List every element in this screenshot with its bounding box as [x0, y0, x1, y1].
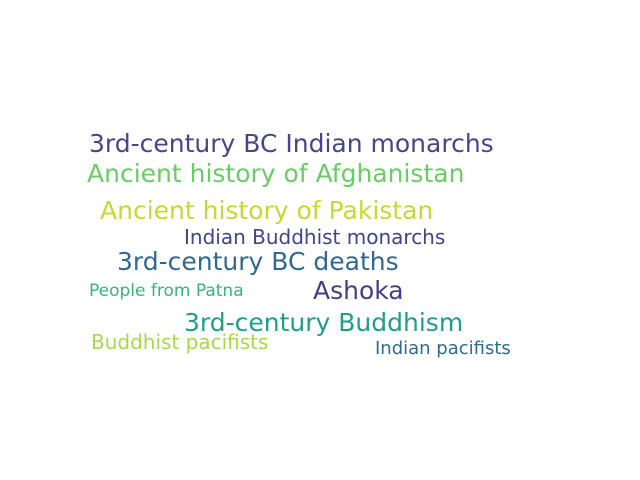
word-people-from-patna: People from Patna	[89, 281, 244, 301]
word-indian-buddhist-monarchs: Indian Buddhist monarchs	[184, 225, 446, 249]
word-indian-pacifists: Indian pacifists	[375, 338, 511, 359]
word-ancient-history-of-afghanistan: Ancient history of Afghanistan	[87, 159, 465, 188]
word-buddhist-pacifists: Buddhist pacifists	[91, 330, 269, 354]
word-3rd-century-bc-deaths: 3rd-century BC deaths	[117, 247, 399, 276]
word-ashoka: Ashoka	[313, 276, 404, 305]
word-ancient-history-of-pakistan: Ancient history of Pakistan	[100, 196, 434, 225]
word-3rd-century-buddhism: 3rd-century Buddhism	[184, 308, 464, 337]
word-3rd-century-bc-indian-monarchs: 3rd-century BC Indian monarchs	[89, 129, 494, 158]
